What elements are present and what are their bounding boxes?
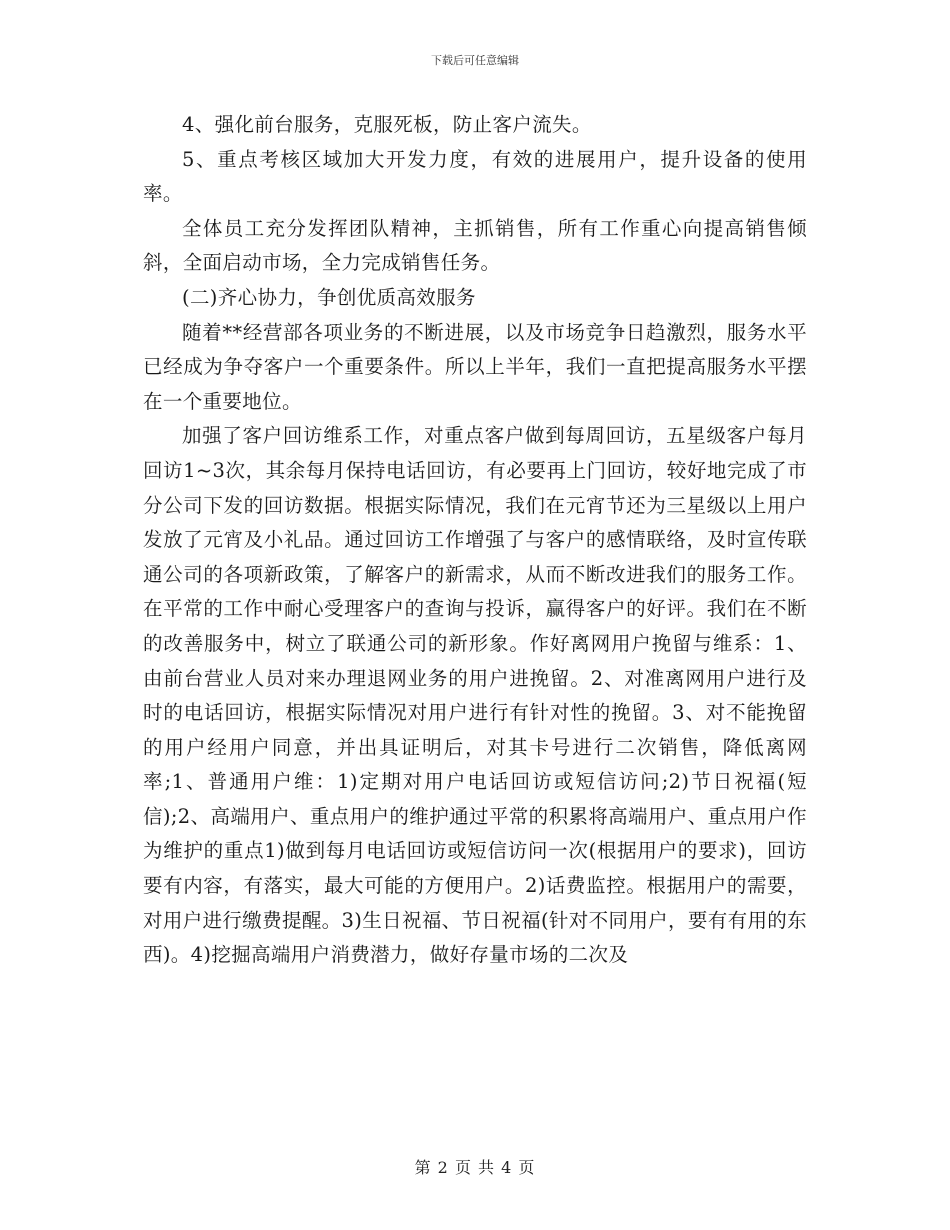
paragraph-item-5: 5、重点考核区域加大开发力度，有效的进展用户，提升设备的使用率。 (143, 147, 807, 206)
paragraph-item-4: 4、强化前台服务，克服死板，防止客户流失。 (182, 113, 592, 136)
paragraph-service-level: 随着**经营部各项业务的不断进展，以及市场竞争日趋激烈，服务水平已经成为争夺客户一个重要条件。所以上半年，我们一直把提高服务水平摆在一个重要地位。 (143, 320, 807, 413)
paragraph-customer-visits: 加强了客户回访维系工作，对重点客户做到每周回访，五星级客户每月回访1~3次，其余每月保持电话回访，有必要再上门回访，较好地完成了市分公司下发的回访数据。根据实际情况，我们在元宵节还为三星级以上用户发放了元宵及小礼品。通过回访工作增强了与客户的感情联络，及时宣传联通公司的各项新政策，了解客户的新需求，从而不断改进我们的服务工作。在平常的工作中耐心受理客户的查询与投诉，赢得客户的好评。我们在不断的改善服务中，树立了联通公司的新形象。作好离网用户挽留与维系：1、由前台营业人员对来办理退网业务的用户进挽留。2、对准离网用户进行及时的电话回访，根据实际情况对用户进行有针对性的挽留。3、对不能挽留的用户经用户同意，并出具证明后，对其卡号进行二次销售，降低离网率;1、普通用户维：1)定期对用户电话回访或短信访问;2)节日祝福(短信);2、高端用户、重点用户的维护通过平常的积累将高端用户、重点用户作为维护的重点1)做到每月电话回访或短信访问一次(根据用户的要求)，回访要有内容，有落实，最大可能的方便用户。2)话费监控。根据用户的需要，对用户进行缴费提醒。3)生日祝福、节日祝福(针对不同用户，要有有用的东西)。4)挖掘高端用户消费潜力，做好存量市场的二次及 (143, 424, 807, 967)
page-header-note: 下载后可任意编辑 (431, 54, 519, 67)
paragraph-staff-spirit: 全体员工充分发挥团队精神，主抓销售，所有工作重心向提高销售倾斜，全面启动市场，全力完成销售任务。 (143, 216, 807, 275)
page-number: 第 2 页 共 4 页 (414, 1158, 536, 1177)
document-body (143, 108, 807, 973)
section-heading: (二)齐心协力，争创优质高效服务 (182, 285, 476, 309)
